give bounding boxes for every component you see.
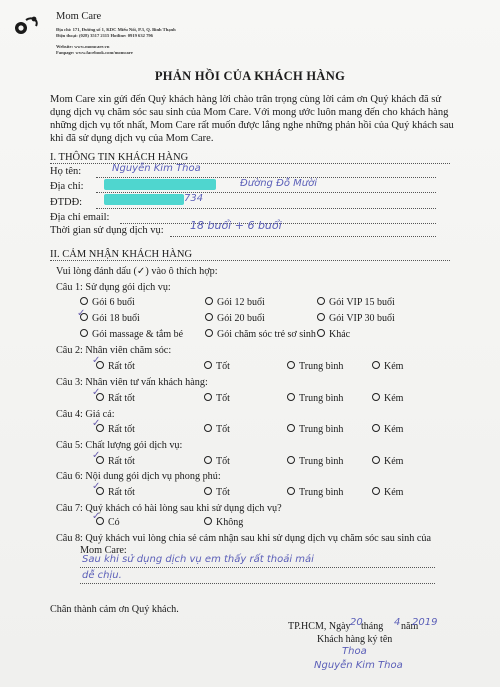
email-label: Địa chỉ email: <box>50 212 110 223</box>
q1-option[interactable] <box>205 297 265 308</box>
question-6: Câu 6: Nội dung gói dịch vụ phong phú: <box>56 471 221 482</box>
radio-icon <box>80 329 88 337</box>
radio-icon <box>204 393 212 401</box>
option-label: Rất tốt <box>108 487 135 498</box>
radio-icon <box>372 487 380 495</box>
radio-icon <box>317 313 325 321</box>
radio-icon <box>287 456 295 464</box>
q4-option-selected[interactable] <box>96 424 135 435</box>
option-label: Gói VIP 15 buổi <box>329 297 395 308</box>
instruction-text: Vui lòng đánh dấu (✓) vào ô thích hợp: <box>56 266 218 277</box>
usage-time-value[interactable]: 18 buổi + 6 buổi <box>190 219 282 232</box>
q2-option[interactable] <box>204 361 230 372</box>
q6-option[interactable] <box>372 487 403 498</box>
option-label: Rất tốt <box>108 456 135 467</box>
option-label: Gói 12 buổi <box>217 297 265 308</box>
q5-option-selected[interactable] <box>96 456 135 467</box>
checkmark-icon: ✓ <box>92 450 101 461</box>
option-label: Gói chăm sóc trẻ sơ sinh <box>217 329 316 340</box>
company-fanpage: Fanpage: www.facebook.com/momcare <box>56 50 133 55</box>
question-2: Câu 2: Nhân viên chăm sóc: <box>56 345 172 356</box>
option-label: Kém <box>384 393 404 404</box>
radio-icon <box>205 297 213 305</box>
checkmark-icon: ✓ <box>77 308 86 319</box>
thank-you-text: Chân thành cảm ơn Quý khách. <box>50 604 179 615</box>
radio-icon <box>204 456 212 464</box>
address-field-line[interactable] <box>96 192 436 193</box>
option-label: Gói 20 buổi <box>217 313 265 324</box>
radio-icon <box>204 424 212 432</box>
q3-option[interactable] <box>287 393 343 404</box>
redacted-address <box>104 179 216 190</box>
section-divider <box>50 260 450 261</box>
option-label: Tốt <box>216 487 230 498</box>
radio-icon <box>287 361 295 369</box>
q4-option[interactable] <box>372 424 403 435</box>
q3-option-selected[interactable] <box>96 393 135 404</box>
q4-option[interactable] <box>204 424 230 435</box>
intro-line-4: khi đã sử dụng dịch vụ của Mom Care. <box>50 133 214 144</box>
q1-option[interactable] <box>317 329 350 340</box>
option-label: Trung bình <box>299 393 344 404</box>
q8-answer-line-1[interactable]: Sau khi sử dụng dịch vụ em thấy rất thoải mái <box>82 554 314 565</box>
option-label: Kém <box>384 361 404 372</box>
q6-option-selected[interactable] <box>96 487 135 498</box>
option-label: Có <box>108 517 120 528</box>
date-month[interactable]: 4 <box>394 617 401 628</box>
checkmark-icon: ✓ <box>92 418 101 429</box>
option-label: Gói VIP 30 buổi <box>329 313 395 324</box>
option-label: Rất tốt <box>108 424 135 435</box>
question-8-line-2: Mom Care: <box>80 545 127 556</box>
checkmark-icon: ✓ <box>92 355 101 366</box>
q3-option[interactable] <box>204 393 230 404</box>
company-phone: Điện thoại: (028) 3517 2115 Hotline: 0919 632 796 <box>56 33 153 38</box>
radio-icon <box>204 517 212 525</box>
date-year-label: năm <box>401 621 419 632</box>
radio-icon <box>205 329 213 337</box>
q5-option[interactable] <box>372 456 403 467</box>
address-label: Địa chỉ: <box>50 181 84 192</box>
question-7: Câu 7: Quý khách có hài lòng sau khi sử dụng dịch vụ? <box>56 503 282 514</box>
q8-answer-line-2[interactable]: dễ chịu. <box>82 570 122 581</box>
mom-care-logo-icon <box>12 14 40 38</box>
radio-icon <box>204 487 212 495</box>
radio-icon <box>205 313 213 321</box>
option-label: Gói massage & tắm bé <box>92 329 184 340</box>
redacted-phone <box>104 194 184 205</box>
option-label: Trung bình <box>299 456 344 467</box>
radio-icon <box>317 297 325 305</box>
option-label: Trung bình <box>299 361 344 372</box>
usage-time-label: Thời gian sử dụng dịch vụ: <box>50 225 164 236</box>
option-label: Kém <box>384 456 404 467</box>
question-8-line-1: Câu 8: Quý khách vui lòng chia sẻ cảm nhận sau khi sử dụng dịch vụ chăm sóc sau sinh của <box>56 533 432 544</box>
phone-label: ĐTDĐ: <box>50 197 83 208</box>
intro-line-1: Mom Care xin gửi đến Quý khách hàng lời chào trân trọng cùng lời cảm ơn Quý khách đã sử <box>50 94 442 105</box>
answer-line[interactable] <box>80 567 435 568</box>
signature-name: Nguyễn Kim Thoa <box>314 660 403 671</box>
radio-icon <box>287 487 295 495</box>
radio-icon <box>287 424 295 432</box>
option-label: Không <box>216 517 244 528</box>
question-1: Câu 1: Sử dụng gói dịch vụ: <box>56 282 171 293</box>
radio-icon <box>287 393 295 401</box>
company-name: Mom Care <box>56 11 102 22</box>
q2-option-selected[interactable] <box>96 361 135 372</box>
question-4: Câu 4: Giá cả: <box>56 409 115 420</box>
q1-option[interactable] <box>205 329 316 340</box>
q6-option[interactable] <box>204 487 230 498</box>
phone-value[interactable]: 734 <box>184 193 204 204</box>
q5-option[interactable] <box>287 456 343 467</box>
option-label: Kém <box>384 487 404 498</box>
page-title: PHẢN HỒI CỦA KHÁCH HÀNG <box>154 69 346 83</box>
radio-icon <box>372 424 380 432</box>
q1-option-selected[interactable] <box>80 313 140 324</box>
q6-option[interactable] <box>287 487 343 498</box>
date-month-label: tháng <box>361 621 384 632</box>
checkmark-icon: ✓ <box>92 481 101 492</box>
address-value[interactable]: Đường Đỗ Mười <box>240 178 317 189</box>
date-year[interactable]: 2019 <box>412 617 438 628</box>
date-day[interactable]: 20 <box>350 617 363 628</box>
option-label: Gói 6 buổi <box>92 297 135 308</box>
q1-option[interactable] <box>317 313 395 324</box>
option-label: Rất tốt <box>108 361 135 372</box>
q1-option[interactable] <box>317 297 395 308</box>
radio-icon <box>317 329 325 337</box>
answer-line[interactable] <box>80 583 435 584</box>
section-customer-info-title: I. THÔNG TIN KHÁCH HÀNG <box>50 152 189 163</box>
option-label: Tốt <box>216 424 230 435</box>
option-label: Gói 18 buổi <box>92 313 140 324</box>
question-3: Câu 3: Nhân viên tư vấn khách hàng: <box>56 377 208 388</box>
checkmark-icon: ✓ <box>92 511 101 522</box>
q3-option[interactable] <box>372 393 403 404</box>
option-label: Khác <box>329 329 351 340</box>
section-feedback-title: II. CẢM NHẬN KHÁCH HÀNG <box>50 249 193 260</box>
option-label: Tốt <box>216 393 230 404</box>
radio-icon <box>204 361 212 369</box>
intro-line-3: những dịch vụ tốt nhất, Mom Care rất muốn được lắng nghe những phản hồi của Quý khách sau <box>50 120 454 131</box>
radio-icon <box>80 297 88 305</box>
q4-option[interactable] <box>287 424 343 435</box>
usage-time-field-line[interactable] <box>170 236 436 237</box>
option-label: Tốt <box>216 361 230 372</box>
q1-option[interactable] <box>205 313 265 324</box>
intro-line-2: dụng dịch vụ chăm sóc sau sinh của Mom Care. Với mong ước luôn mang đến cho khách hàng <box>50 107 449 118</box>
option-label: Kém <box>384 424 404 435</box>
q7-option[interactable] <box>204 517 243 528</box>
q2-option[interactable] <box>372 361 403 372</box>
signature-label: Khách hàng ký tên <box>317 634 393 645</box>
radio-icon <box>372 361 380 369</box>
company-website: Website: www.momcare.vn <box>56 44 110 49</box>
company-address: Địa chỉ: 171, Đường số 1, KDC Miếu Nổi, P.3, Q. Bình Thạnh <box>56 27 176 32</box>
signature-mark: Thoa <box>342 646 367 657</box>
question-5: Câu 5: Chất lượng gói dịch vụ: <box>56 440 183 451</box>
option-label: Tốt <box>216 456 230 467</box>
q5-option[interactable] <box>204 456 230 467</box>
section-divider <box>50 163 450 164</box>
q2-option[interactable] <box>287 361 343 372</box>
option-label: Trung bình <box>299 487 344 498</box>
phone-field-line[interactable] <box>96 208 436 209</box>
radio-icon <box>372 456 380 464</box>
name-label: Họ tên: <box>50 166 82 177</box>
q1-option[interactable] <box>80 297 135 308</box>
checkmark-icon: ✓ <box>92 387 101 398</box>
date-prefix: TP.HCM, Ngày <box>288 621 351 632</box>
q1-option[interactable] <box>80 329 183 340</box>
radio-icon <box>372 393 380 401</box>
option-label: Trung bình <box>299 424 344 435</box>
option-label: Rất tốt <box>108 393 135 404</box>
name-value[interactable]: Nguyễn Kim Thoa <box>112 163 201 174</box>
